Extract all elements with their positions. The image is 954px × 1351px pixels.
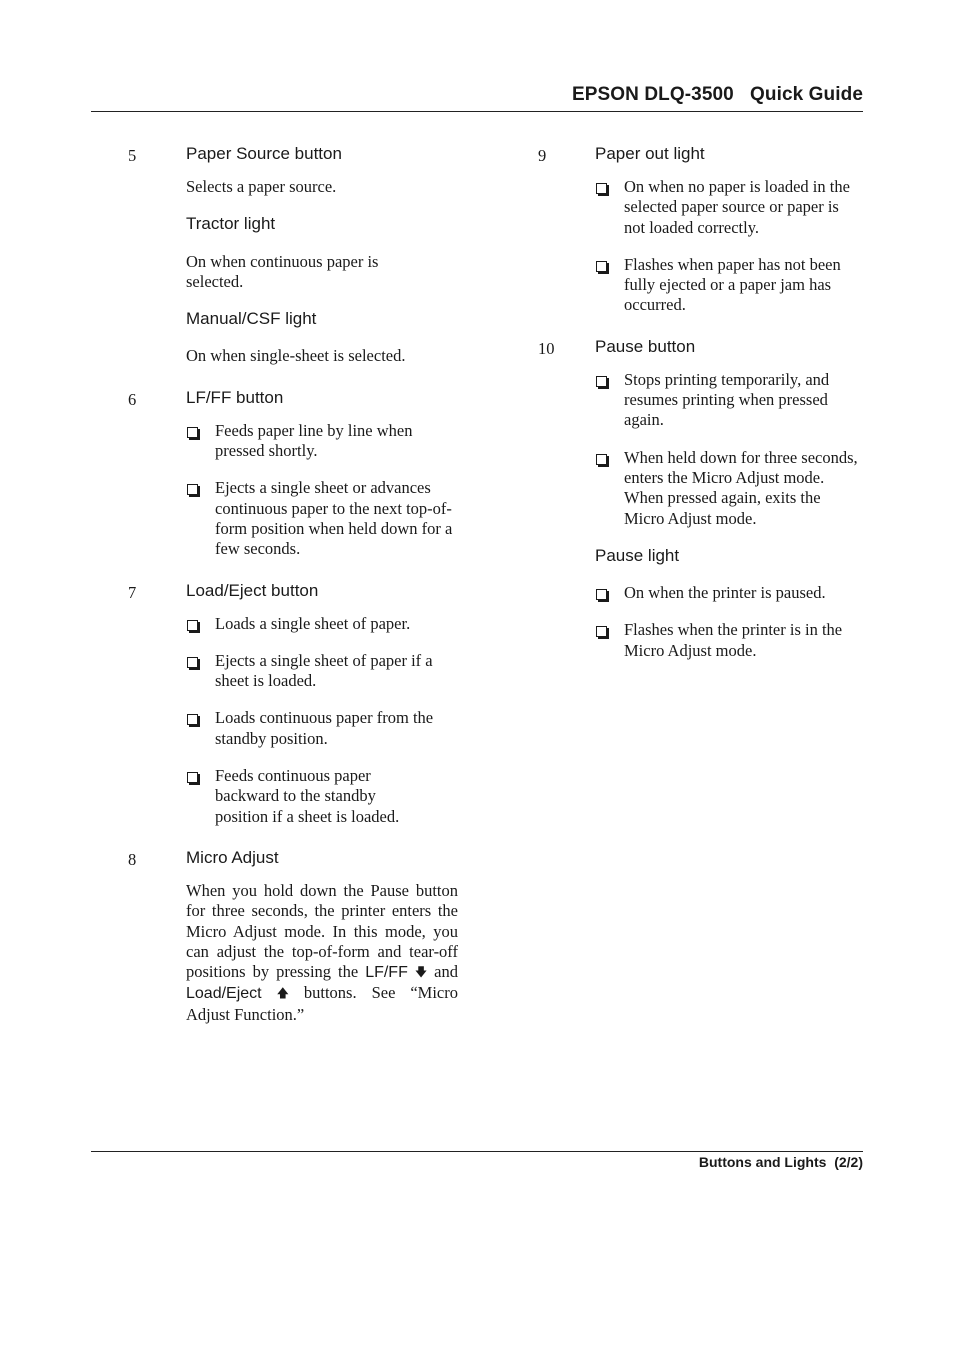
checkbox-bullet-icon (596, 454, 607, 465)
checkbox-bullet-icon (596, 589, 607, 600)
list-item (595, 583, 864, 603)
list-item (186, 478, 458, 559)
checkbox-bullet-icon (187, 484, 198, 495)
item-number: 8 (128, 849, 137, 869)
item-number: 7 (128, 582, 137, 602)
list-item-text: Flashes when the printer is in the Micro Adjust mode. (624, 620, 843, 660)
list-item-text: Stops printing temporarily, and resumes printing when pressed again. (624, 369, 830, 430)
micro-adjust-text-part2: buttons. See “Micro Adjust Function.” (186, 983, 459, 1024)
item-6-heading (128, 384, 458, 412)
list-item-text: Flashes when paper has not been fully ejected or a paper jam has occurred. (624, 254, 841, 315)
list-item (186, 651, 458, 692)
item-number: 5 (128, 146, 137, 165)
up-arrow-icon: 🡅 (276, 986, 289, 1001)
and-text: and (434, 962, 458, 982)
list-item (595, 370, 864, 431)
checkbox-bullet-icon (187, 657, 198, 668)
list-item (186, 766, 458, 827)
tractor-light-desc: On when continuous paper is selected. (186, 251, 379, 291)
list-item-text: Ejects a single sheet of paper if a sheet is loaded. (215, 650, 433, 691)
checkbox-bullet-icon (596, 626, 607, 637)
checkbox-bullet-icon (187, 427, 198, 438)
list-item-text: Feeds paper line by line when pressed shortly. (215, 420, 413, 461)
list-item-text: When held down for three seconds, enters the Micro Adjust mode. When pressed again, exits the Micro Adjust mode. (624, 447, 858, 528)
list-item (595, 448, 864, 529)
item-number: 9 (538, 146, 547, 165)
list-item (595, 255, 864, 316)
list-item (186, 421, 458, 462)
list-item-text: Loads a single sheet of paper. (215, 613, 411, 633)
left-column (128, 140, 458, 1042)
micro-adjust-desc (186, 881, 458, 1025)
list-item-text: Feeds continuous paper backward to the standby position if a sheet is loaded. (215, 766, 400, 826)
lf-ff-label: LF/FF (365, 964, 408, 982)
paper-source-desc: Selects a paper source. (186, 177, 337, 196)
list-item (186, 614, 458, 634)
item-7-heading (128, 577, 458, 605)
manual-csf-light-heading: Manual/CSF light (186, 309, 317, 329)
load-eject-button-heading: Load/Eject button (186, 580, 319, 600)
checkbox-bullet-icon (596, 261, 607, 272)
load-eject-label: Load/Eject (186, 985, 262, 1003)
page-header-title: EPSON DLQ-3500 Quick Guide (571, 84, 863, 105)
checkbox-bullet-icon (596, 376, 607, 387)
item-number: 6 (128, 389, 137, 409)
list-item (595, 620, 864, 661)
list-item-text: On when no paper is loaded in the selected paper source or paper is not loaded correctly. (624, 177, 850, 237)
micro-adjust-text-part1: When you hold down the Pause button for three seconds, the printer enters the Micro Adjust mode. In this mode, you can adjust the top-of-form and tear-off positions by pressing the (186, 880, 458, 982)
checkbox-bullet-icon (187, 772, 198, 783)
list-item-text: Ejects a single sheet or advances continuous paper to the next top-of-form position when held down for a few seconds. (215, 478, 453, 559)
right-column (538, 140, 864, 678)
list-item-text: Loads continuous paper from the standby position. (215, 708, 434, 748)
lf-ff-button-heading: LF/FF button (186, 387, 284, 407)
pause-button-heading: Pause button (595, 336, 696, 356)
checkbox-bullet-icon (187, 620, 198, 631)
list-item-text: On when the printer is paused. (624, 583, 826, 603)
checkbox-bullet-icon (596, 183, 607, 194)
page-footer: Buttons and Lights (2/2) (698, 1154, 863, 1170)
item-number: 10 (538, 338, 555, 358)
item-10-heading (538, 333, 864, 361)
footer-rule (91, 1151, 863, 1152)
item-8-heading (128, 844, 458, 872)
tractor-light-heading: Tractor light (186, 214, 276, 234)
paper-source-button-heading: Paper Source button (186, 144, 342, 163)
micro-adjust-heading: Micro Adjust (186, 847, 279, 867)
down-arrow-icon: 🡇 (414, 965, 428, 980)
pause-light-heading: Pause light (595, 545, 680, 565)
item-9-heading (538, 140, 864, 168)
manual-csf-light-desc: On when single-sheet is selected. (186, 346, 406, 366)
checkbox-bullet-icon (187, 714, 198, 725)
list-item (186, 708, 458, 749)
item-5-heading (128, 140, 458, 168)
header-rule (91, 111, 863, 112)
list-item (595, 177, 864, 238)
paper-out-light-heading: Paper out light (595, 144, 705, 163)
